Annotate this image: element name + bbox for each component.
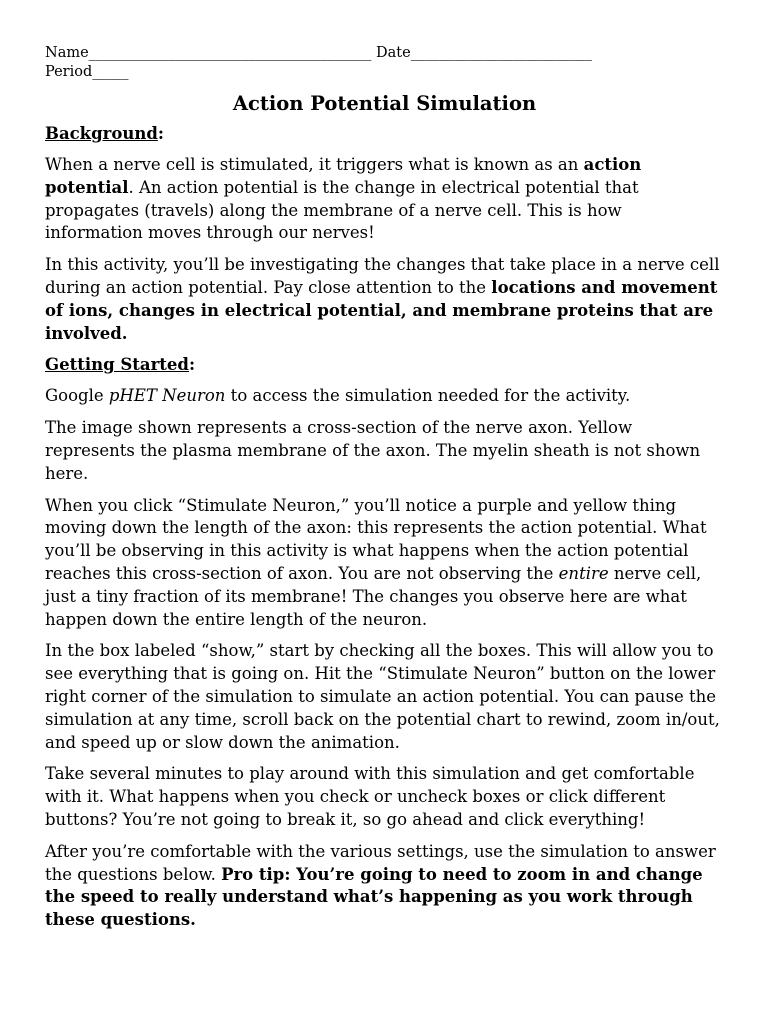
bold-emphasis: locations and movement of ions, changes in electrical potential, and membrane proteins that are involved.: [45, 277, 718, 343]
text-run: . An action potential is the change in electrical potential that propagates (travels) along the membrane of a nerve cell. This is how information moves through our nerves!: [45, 177, 639, 243]
name-date-line: Name_______________________________________ Date_________________________: [45, 45, 592, 61]
bold-term: action potential: [45, 155, 642, 197]
getting-started-heading: [45, 354, 724, 376]
background-heading: [45, 123, 724, 145]
background-paragraph-2: [45, 254, 724, 345]
background-heading-colon: :: [157, 124, 164, 143]
pro-tip-bold: Pro tip: You’re going to need to zoom in and change the speed to really understand what’s happening as you work through these questions.: [45, 864, 703, 930]
text-run: When you click “Stimulate Neuron,” you’ll notice a purple and yellow thing moving down the length of the axon: this represents the action potential. What you’ll be observing in this activity is what happens when the action potential reaches this cross-section of axon. You are not observing the: [45, 495, 707, 583]
text-run: Google: [45, 386, 109, 406]
italic-term: entire: [558, 563, 609, 583]
text-run: After you’re comfortable with the various settings, use the simulation to answer the questions below.: [45, 841, 716, 884]
text-run: In this activity, you’ll be investigating the changes that take place in a nerve cell during an action potential. Pay close attention to the: [45, 255, 720, 297]
getting-started-paragraph-2: The image shown represents a cross-section of the nerve axon. Yellow represents the plasma membrane of the axon. The myelin sheath is not shown here.: [45, 418, 701, 483]
background-paragraph-1: [45, 154, 724, 245]
italic-term: pHET Neuron: [108, 386, 226, 406]
getting-started-paragraph-6: [45, 841, 724, 932]
text-run: When a nerve cell is stimulated, it triggers what is known as an: [45, 155, 584, 174]
page-title: Action Potential Simulation: [232, 92, 537, 115]
text-run: nerve cell, just a tiny fraction of its membrane! The changes you observe here are what happen down the entire length of the neuron.: [45, 563, 702, 629]
text-run: to access the simulation needed for the activity.: [225, 386, 631, 406]
getting-started-heading-colon: :: [188, 355, 196, 375]
getting-started-heading-text: Getting Started: [45, 355, 189, 375]
period-line: Period_____: [45, 64, 129, 80]
getting-started-paragraph-3: [45, 495, 724, 632]
getting-started-paragraph-1: [45, 385, 724, 408]
background-heading-text: Background: [45, 124, 158, 143]
getting-started-paragraph-4: In the box labeled “show,” start by checking all the boxes. This will allow you to see everything that is going on. Hit the “Stimulate Neuron” button on the lower right corner of the simulation to simulate an action potential. You can pause the simulation at any time, scroll back on the potential chart to rewind, zoom in/out, and speed up or slow down the animation.: [45, 641, 720, 752]
getting-started-paragraph-5: Take several minutes to play around with this simulation and get comfortable with it. What happens when you check or uncheck boxes or click different buttons? You’re not going to break it, so go ahead and click everything!: [45, 764, 695, 829]
